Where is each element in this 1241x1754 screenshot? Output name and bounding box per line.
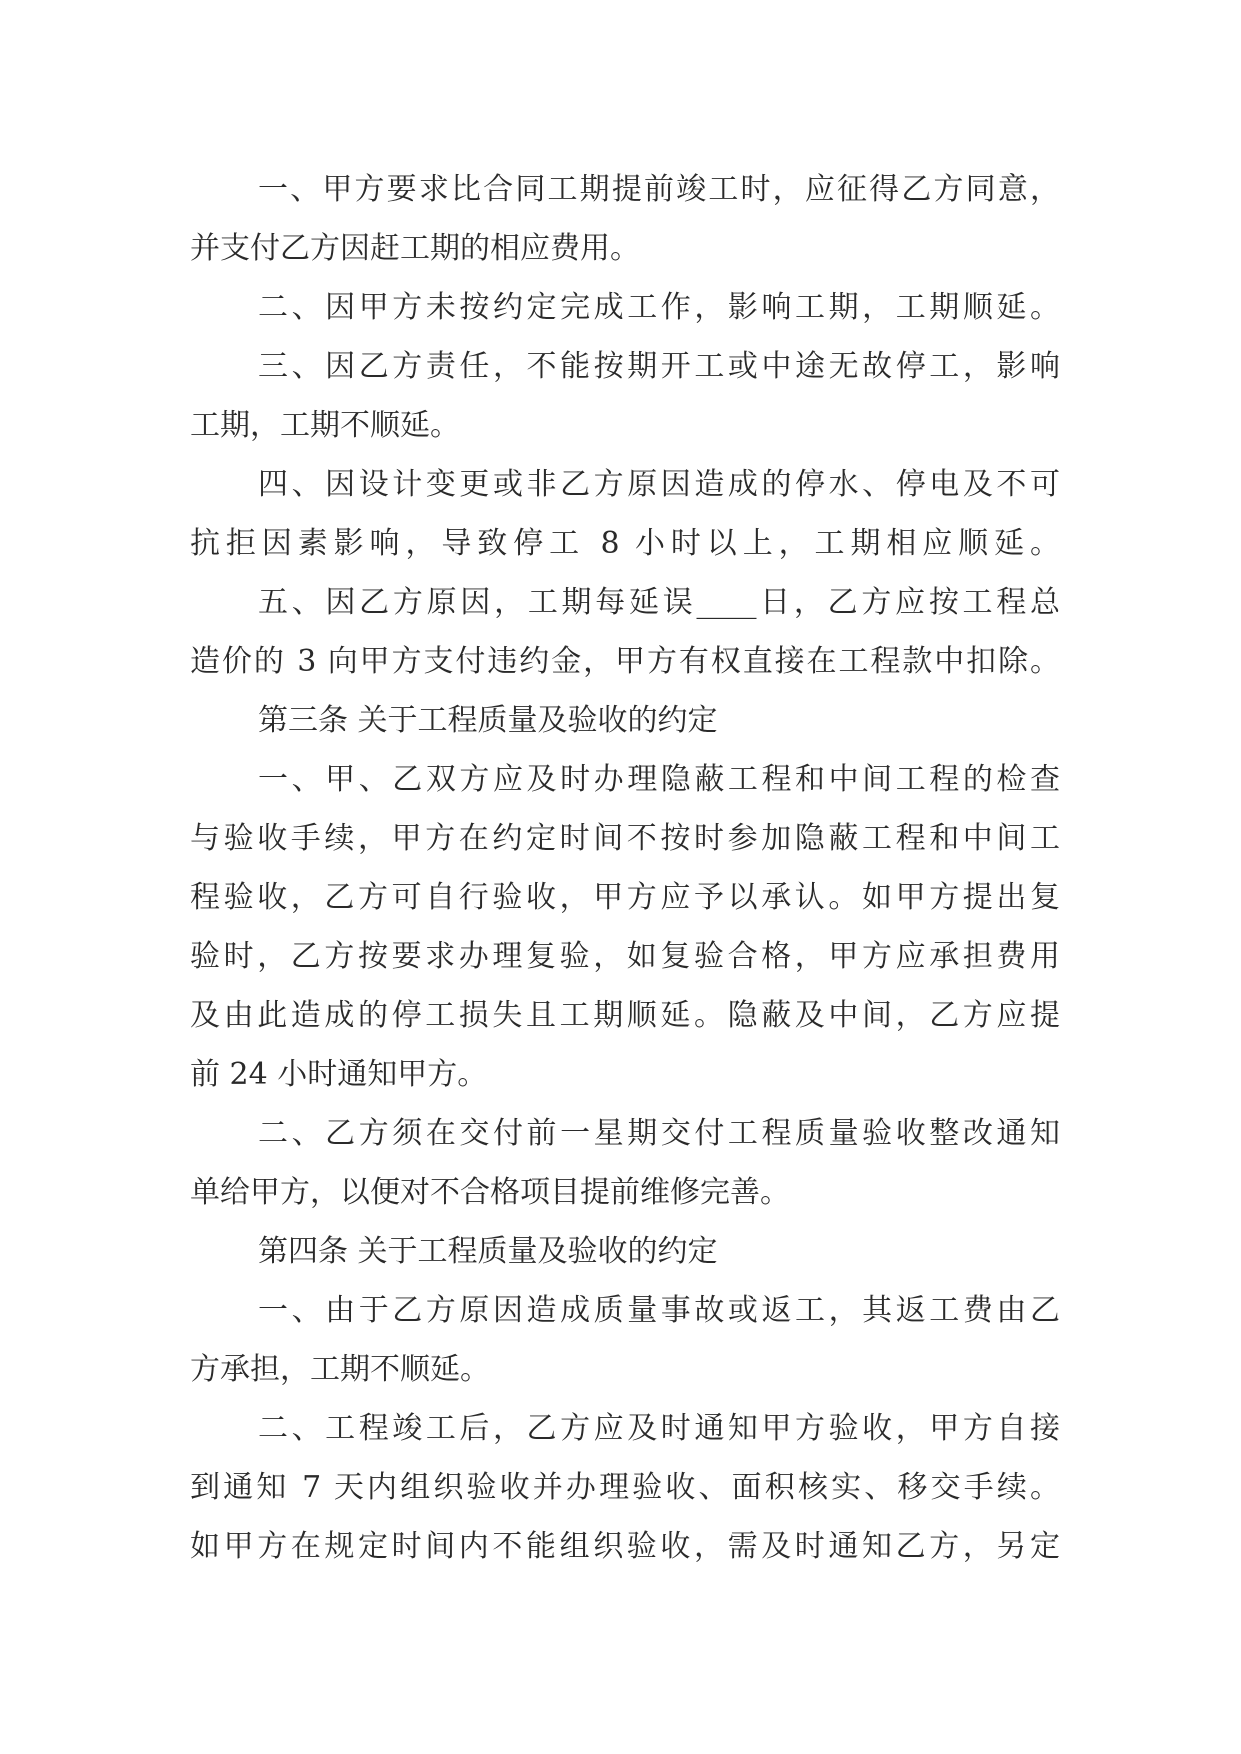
text-line: 如甲方在规定时间内不能组织验收，需及时通知乙方，另定: [190, 1529, 1060, 1564]
text-line: 第四条 关于工程质量及验收的约定: [258, 1234, 718, 1269]
text-line: 并支付乙方因赶工期的相应费用。: [190, 231, 640, 266]
text-line: 四、因设计变更或非乙方原因造成的停水、停电及不可: [258, 467, 1060, 502]
text-line: 前 24 小时通知甲方。: [190, 1057, 488, 1092]
text-line: 第三条 关于工程质量及验收的约定: [258, 703, 718, 738]
text-line: 抗拒因素影响，导致停工 8 小时以上，工期相应顺延。: [190, 526, 1060, 561]
text-line: 一、甲方要求比合同工期提前竣工时，应征得乙方同意，: [258, 172, 1060, 207]
text-line: 五、因乙方原因，工期每延误____日，乙方应按工程总: [258, 585, 1060, 620]
text-line: 方承担，工期不顺延。: [190, 1352, 490, 1387]
document-body: [190, 160, 1060, 1576]
text-line: 验时，乙方按要求办理复验，如复验合格，甲方应承担费用: [190, 939, 1060, 974]
text-line: 二、工程竣工后，乙方应及时通知甲方验收，甲方自接: [258, 1411, 1060, 1446]
text-line: 与验收手续，甲方在约定时间不按时参加隐蔽工程和中间工: [190, 821, 1060, 856]
text-line: 单给甲方，以便对不合格项目提前维修完善。: [190, 1175, 790, 1210]
text-line: 一、甲、乙双方应及时办理隐蔽工程和中间工程的检查: [258, 762, 1060, 797]
text-line: 到通知 7 天内组织验收并办理验收、面积核实、移交手续。: [190, 1470, 1060, 1505]
text-line: 程验收，乙方可自行验收，甲方应予以承认。如甲方提出复: [190, 880, 1060, 915]
text-line: 二、因甲方未按约定完成工作，影响工期，工期顺延。: [258, 290, 1060, 325]
text-line: 一、由于乙方原因造成质量事故或返工，其返工费由乙: [258, 1293, 1060, 1328]
text-line: 造价的 3 向甲方支付违约金，甲方有权直接在工程款中扣除。: [190, 644, 1060, 679]
text-line: 及由此造成的停工损失且工期顺延。隐蔽及中间，乙方应提: [190, 998, 1060, 1033]
text-line: 二、乙方须在交付前一星期交付工程质量验收整改通知: [258, 1116, 1060, 1151]
text-line: 工期，工期不顺延。: [190, 408, 460, 443]
text-line: 三、因乙方责任，不能按期开工或中途无故停工，影响: [258, 349, 1060, 384]
